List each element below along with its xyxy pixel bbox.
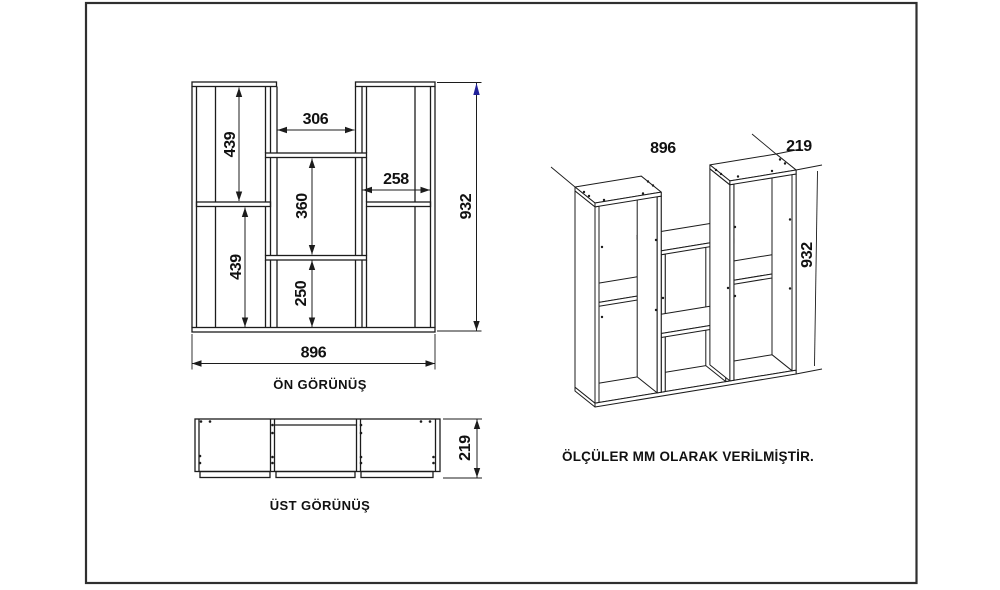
top-view-title: ÜST GÖRÜNÜŞ (269, 498, 371, 513)
iso-board-face (637, 181, 657, 393)
dim-360-label: 360 (294, 193, 311, 219)
dim-932-label: 932 (458, 193, 475, 220)
dim-219-top-view-label: 219 (457, 435, 474, 461)
dim-439-top-label: 439 (222, 131, 239, 158)
iso-board-face (730, 184, 734, 381)
iso-board-face (575, 191, 595, 403)
dim-896-label: 896 (300, 344, 327, 362)
iso-dim-896-label: 896 (650, 140, 676, 157)
dim-306-label: 306 (302, 111, 329, 128)
dim-439-bottom-label: 439 (228, 254, 245, 280)
iso-board-face (595, 206, 599, 403)
iso-dim-932-label: 932 (799, 242, 816, 268)
iso-board-face (792, 174, 796, 371)
dim-258-label: 258 (383, 171, 409, 188)
iso-board-face (657, 196, 661, 393)
dim-250-label: 250 (293, 280, 310, 307)
iso-dim-219-label: 219 (786, 138, 812, 155)
units-note: ÖLÇÜLER MM OLARAK VERİLMİŞTİR. (562, 449, 814, 464)
iso-board-face (772, 159, 792, 371)
front-view-title: ÖN GÖRÜNÜŞ (273, 377, 367, 392)
iso-board-face (710, 169, 730, 381)
